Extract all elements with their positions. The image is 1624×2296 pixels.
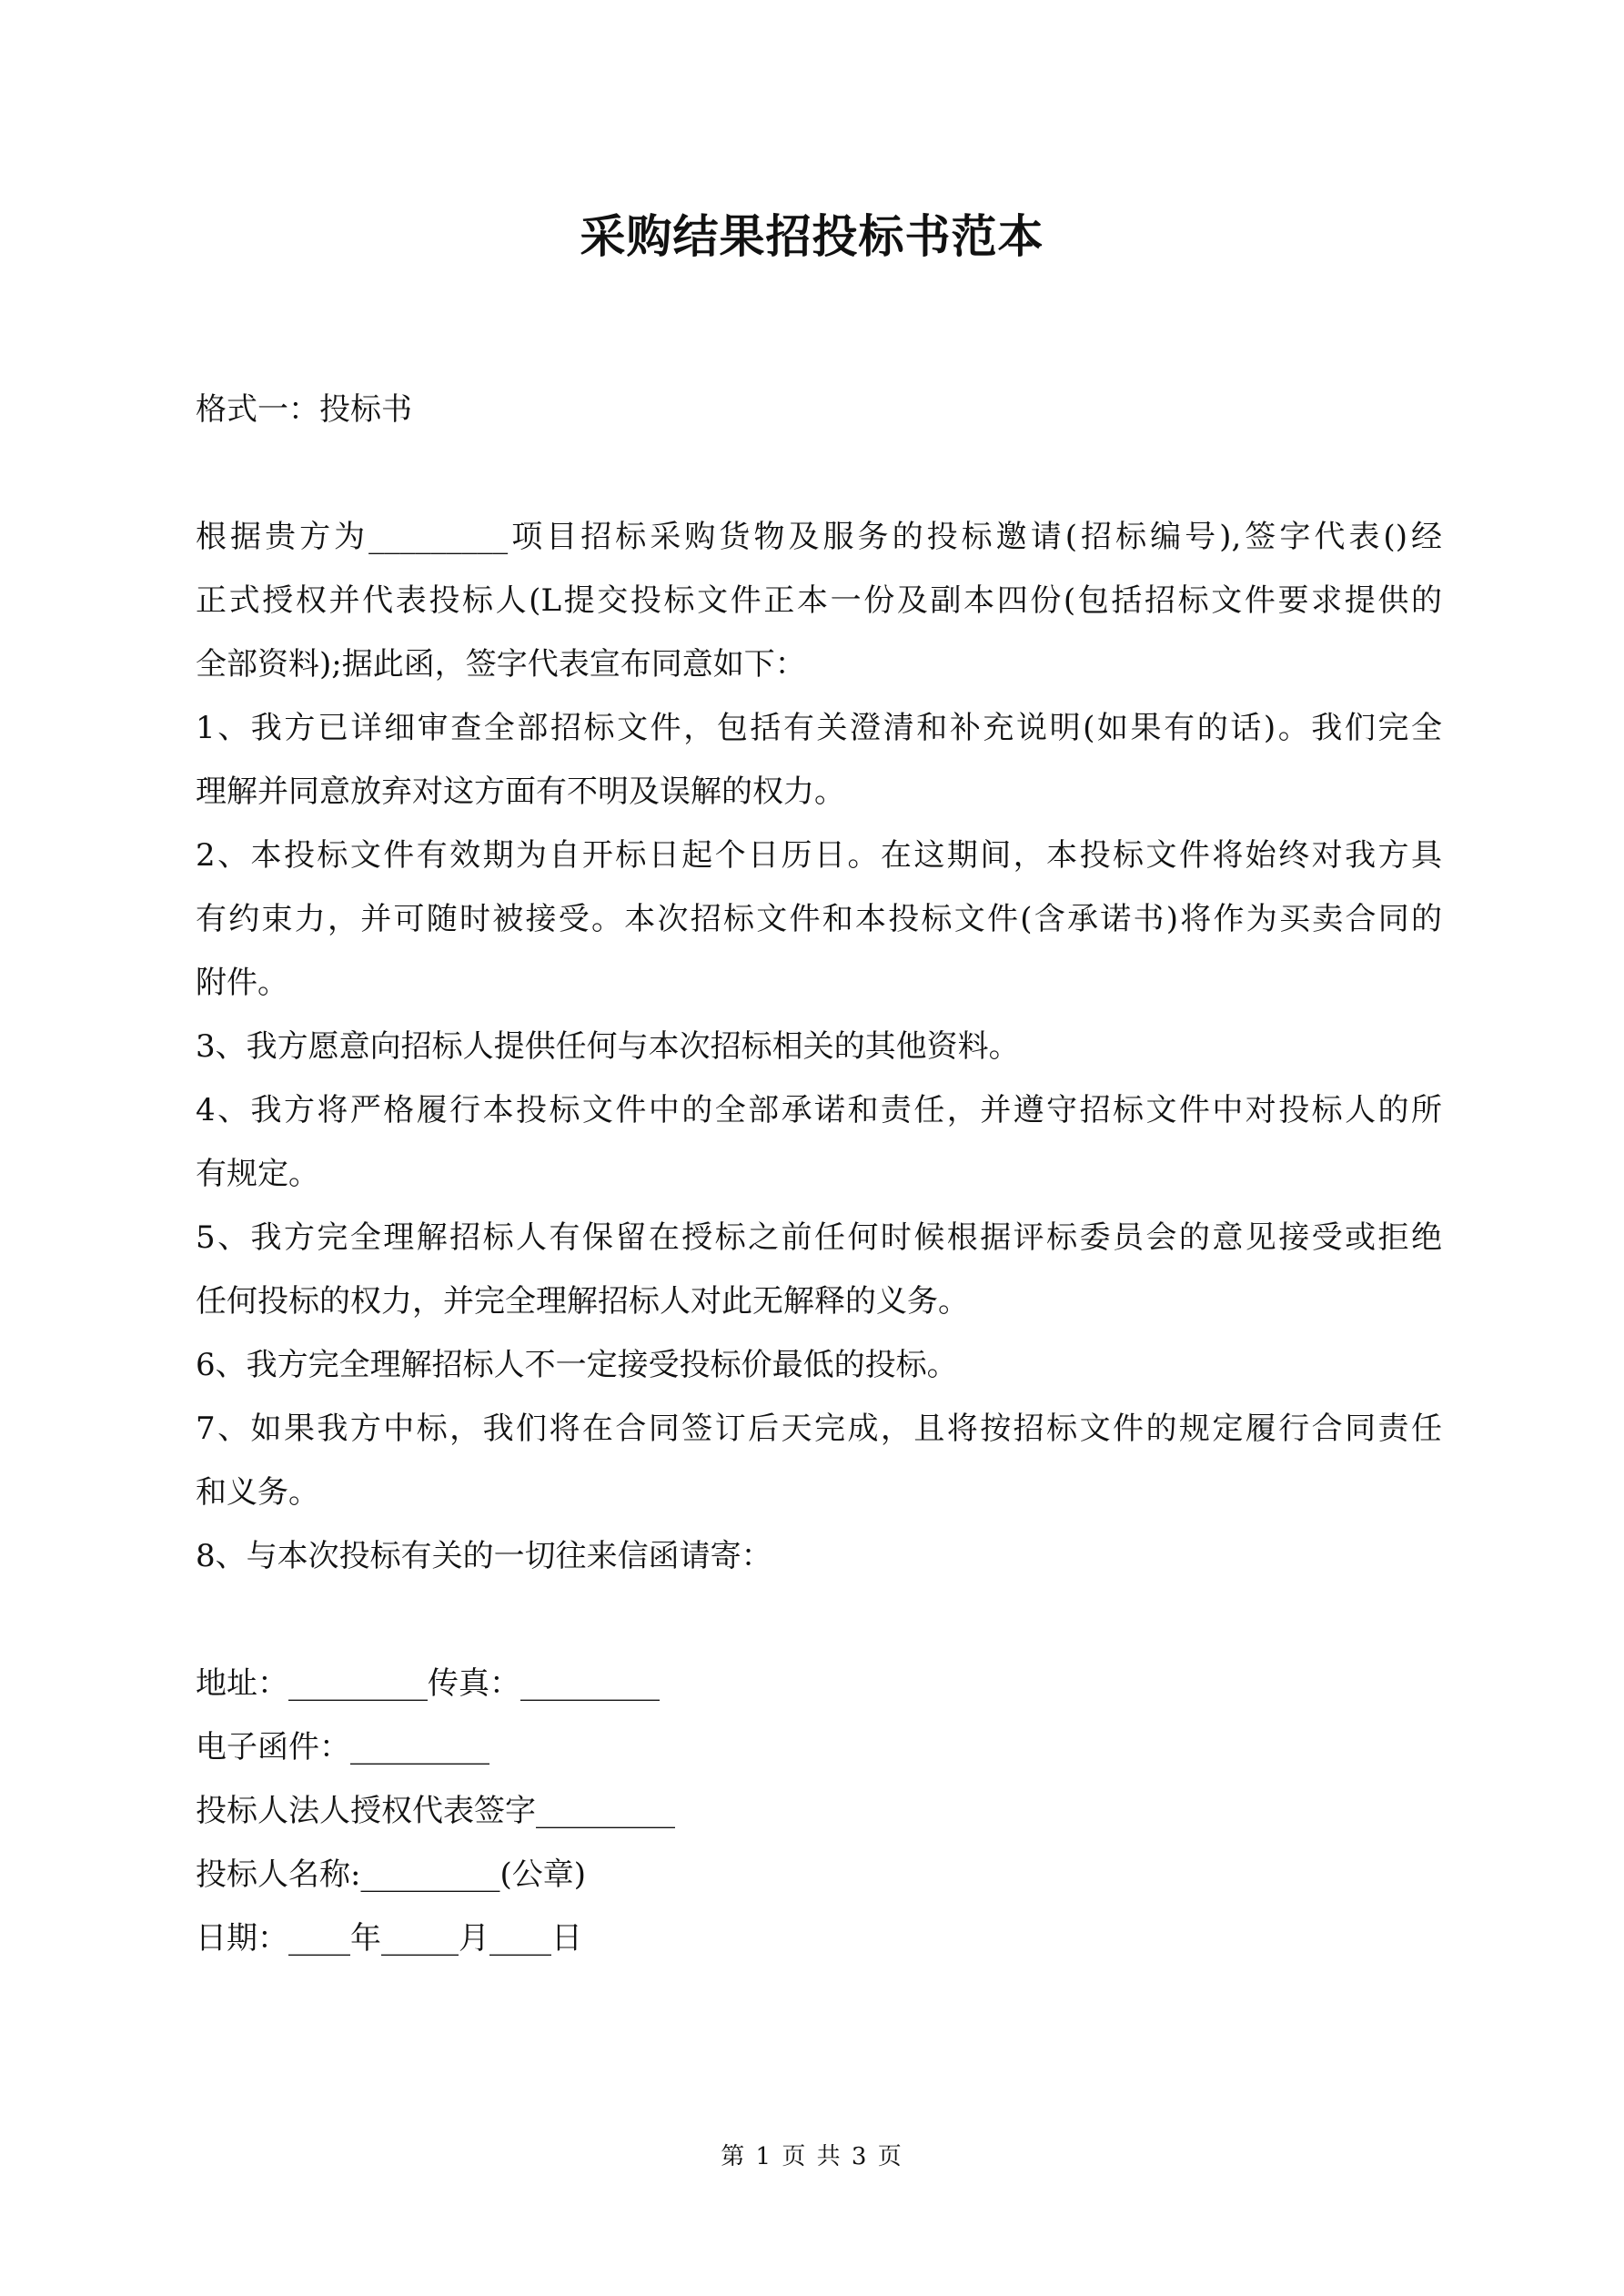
contact-fields xyxy=(196,1652,1442,1970)
clause-line: 和义务。 xyxy=(196,1474,319,1511)
clause-line: 附件。 xyxy=(196,965,288,1001)
address-fax-field: 地址：_________传真：_________ xyxy=(196,1665,660,1702)
clause-line: 1、我方已详细审查全部招标文件，包括有关澄清和补充说明(如果有的话)。我们完全 xyxy=(196,710,1442,746)
clause-line: 有规定。 xyxy=(196,1156,319,1192)
clause-line: 5、我方完全理解招标人有保留在授标之前任何时候根据评标委员会的意见接受或拒绝 xyxy=(196,1219,1442,1256)
clause-1 xyxy=(196,696,1442,824)
document-title: 采购结果招投标书范本 xyxy=(580,210,1044,263)
email-field: 电子函件：_________ xyxy=(196,1729,489,1765)
clause-line: 3、我方愿意向招标人提供任何与本次招标相关的其他资料。 xyxy=(196,1028,1020,1065)
intro-line: 全部资料);据此函，签字代表宣布同意如下： xyxy=(196,646,806,683)
clause-5 xyxy=(196,1206,1442,1333)
clause-line: 6、我方完全理解招标人不一定接受投标价最低的投标。 xyxy=(196,1347,958,1383)
clause-line: 7、如果我方中标，我们将在合同签订后天完成，且将按招标文件的规定履行合同责任 xyxy=(196,1411,1442,1447)
document-body xyxy=(196,378,1442,1970)
clause-line: 8、与本次投标有关的一切往来信函请寄： xyxy=(196,1538,772,1574)
spacer xyxy=(196,1588,1442,1652)
clause-4 xyxy=(196,1078,1442,1206)
clause-line: 任何投标的权力，并完全理解招标人对此无解释的义务。 xyxy=(196,1283,969,1320)
clause-line: 2、本投标文件有效期为自开标日起个日历日。在这期间，本投标文件将始终对我方具 xyxy=(196,837,1442,874)
clause-line: 有约束力，并可随时被接受。本次招标文件和本投标文件(含承诺书)将作为买卖合同的 xyxy=(196,901,1442,937)
clause-line: 4、我方将严格履行本投标文件中的全部承诺和责任，并遵守招标文件中对投标人的所 xyxy=(196,1092,1442,1128)
clause-line: 理解并同意放弃对这方面有不明及误解的权力。 xyxy=(196,774,845,810)
spacer xyxy=(196,441,1442,505)
bidder-name-field: 投标人名称:_________(公章) xyxy=(196,1856,586,1893)
clause-8 xyxy=(196,1524,1442,1588)
date-field: 日期：____年_____月____日 xyxy=(196,1920,582,1957)
clause-6 xyxy=(196,1333,1442,1397)
intro-paragraph xyxy=(196,505,1442,696)
format-heading: 格式一：投标书 xyxy=(196,391,412,428)
clause-3 xyxy=(196,1015,1442,1078)
clause-2 xyxy=(196,824,1442,1015)
intro-line: 正式授权并代表投标人(L提交投标文件正本一份及副本四份(包括招标文件要求提供的 xyxy=(196,582,1442,619)
intro-line: 根据贵方为_________项目招标采购货物及服务的投标邀请(招标编号),签字代表()经 xyxy=(196,519,1442,555)
signature-field: 投标人法人授权代表签字_________ xyxy=(196,1793,675,1829)
page-footer: 第 1 页 共 3 页 xyxy=(721,2143,903,2170)
clause-7 xyxy=(196,1397,1442,1524)
